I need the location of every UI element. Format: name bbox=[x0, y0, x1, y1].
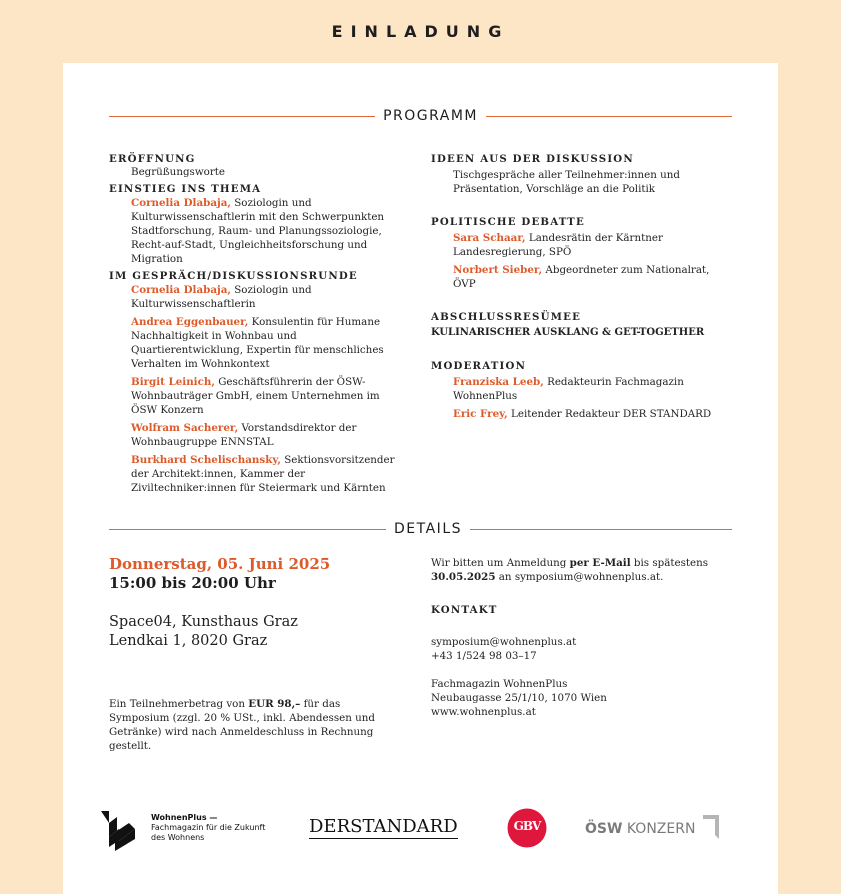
section-kontakt: KONTAKT bbox=[431, 604, 498, 616]
list-item: Cornelia Dlabaja, Soziologin und Kulturwissenschaftlerin bbox=[131, 284, 312, 310]
program-right-column bbox=[431, 153, 731, 421]
list-item: Begrüßungsworte bbox=[131, 166, 225, 178]
section-einstieg: EINSTIEG INS THEMA bbox=[109, 183, 262, 195]
org-address: Neubaugasse 25/1/10, 1070 Wien bbox=[431, 692, 607, 704]
details-heading: DETAILS bbox=[394, 521, 462, 537]
list-item: Franziska Leeb, Redakteurin Fachmagazin WohnenPlus bbox=[453, 376, 684, 402]
wohnenplus-name: WohnenPlus — bbox=[151, 813, 218, 822]
osw-bold: ÖSW bbox=[585, 821, 623, 837]
section-politische-debatte: POLITISCHE DEBATTE bbox=[431, 216, 585, 228]
derstandard-wordmark: DERSTANDARD bbox=[309, 816, 458, 837]
osw-corner-icon bbox=[703, 811, 723, 839]
registration-text: Wir bitten um Anmeldung per E-Mail bis spätestens 30.05.2025 an symposium@wohnenplus.at. bbox=[431, 557, 709, 583]
list-item: Tischgespräche aller Teilnehmer:innen und Präsentation, Vorschläge an die Politik bbox=[453, 169, 681, 195]
section-ideen: IDEEN AUS DER DISKUSSION bbox=[431, 153, 634, 165]
osw-konzern: KONZERN bbox=[622, 821, 696, 837]
org-name: Fachmagazin WohnenPlus bbox=[431, 678, 568, 690]
org-website[interactable]: www.wohnenplus.at bbox=[431, 706, 536, 718]
page-title: EINLADUNG bbox=[331, 22, 510, 41]
gbv-logo bbox=[507, 808, 547, 848]
program-left-column bbox=[109, 153, 409, 495]
contact-email[interactable]: symposium@wohnenplus.at bbox=[431, 636, 577, 648]
wohnenplus-logo bbox=[99, 809, 279, 851]
sponsor-logos bbox=[99, 803, 739, 853]
wohnenplus-tagline-2: des Wohnens bbox=[151, 833, 205, 842]
list-item: Wolfram Sacherer, Vorstandsdirektor der Wohnbaugruppe ENNSTAL bbox=[131, 422, 357, 448]
section-gespraech: IM GESPRÄCH/DISKUSSIONSRUNDE bbox=[109, 270, 358, 282]
venue-line-1: Space04, Kunsthaus Graz bbox=[109, 614, 298, 630]
derstandard-logo bbox=[309, 817, 461, 843]
list-item: Andrea Eggenbauer, Konsulentin für Humane Nachhaltigkeit in Wohnbau und Quartierentwicklung, Expertin für menschliches Verhalten im Wohnkontext bbox=[131, 316, 384, 370]
invitation-card bbox=[63, 63, 778, 894]
program-heading: PROGRAMM bbox=[383, 108, 478, 124]
section-eroeffnung: ERÖFFNUNG bbox=[109, 153, 196, 165]
list-item: Birgit Leinich, Geschäftsführerin der ÖSW-Wohnbauträger GmbH, einem Unternehmen im ÖSW Konzern bbox=[131, 376, 380, 416]
event-time: 15:00 bis 20:00 Uhr bbox=[109, 574, 276, 592]
gbv-letters: GBV bbox=[513, 819, 541, 833]
details-right-column bbox=[431, 556, 731, 719]
closing-subline: KULINARISCHER AUSKLANG & GET-TOGETHER bbox=[431, 327, 705, 338]
venue-line-2: Lendkai 1, 8020 Graz bbox=[109, 633, 268, 649]
list-item: Sara Schaar, Landesrätin der Kärntner Landesregierung, SPÖ bbox=[453, 232, 663, 258]
details-divider bbox=[109, 519, 732, 539]
program-divider bbox=[109, 106, 732, 126]
details-left-column bbox=[109, 555, 409, 753]
event-date: Donnerstag, 05. Juni 2025 bbox=[109, 555, 331, 573]
section-moderation: MODERATION bbox=[431, 360, 527, 372]
speaker-list bbox=[109, 283, 409, 495]
list-item: Cornelia Dlabaja, Soziologin und Kulturwissenschaftlerin mit den Schwerpunkten Stadtforschung, Raum- und Planungssoziologie, Recht-auf-Stadt, Ungleichheitsforschung und Migration bbox=[131, 197, 385, 265]
osw-logo bbox=[585, 811, 735, 843]
fee-text: Ein Teilnehmerbetrag von EUR 98,– für das Symposium (zzgl. 20 % USt., inkl. Abendessen und Getränke) wird nach Anmeldeschluss in Rechnung gestellt. bbox=[109, 698, 375, 752]
list-item: Burkhard Schelischansky, Sektionsvorsitzender der Architekt:innen, Kammer der Ziviltechniker:innen für Steiermark und Kärnten bbox=[131, 454, 395, 494]
list-item: Eric Frey, Leitender Redakteur DER STANDARD bbox=[453, 408, 712, 420]
wohnenplus-mark-icon bbox=[99, 809, 137, 851]
section-abschluss: ABSCHLUSSRESÜMEE bbox=[431, 311, 582, 323]
wohnenplus-tagline-1: Fachmagazin für die Zukunft bbox=[151, 823, 266, 832]
contact-phone: +43 1/524 98 03–17 bbox=[431, 650, 537, 662]
list-item: Norbert Sieber, Abgeordneter zum Nationalrat, ÖVP bbox=[453, 264, 710, 290]
